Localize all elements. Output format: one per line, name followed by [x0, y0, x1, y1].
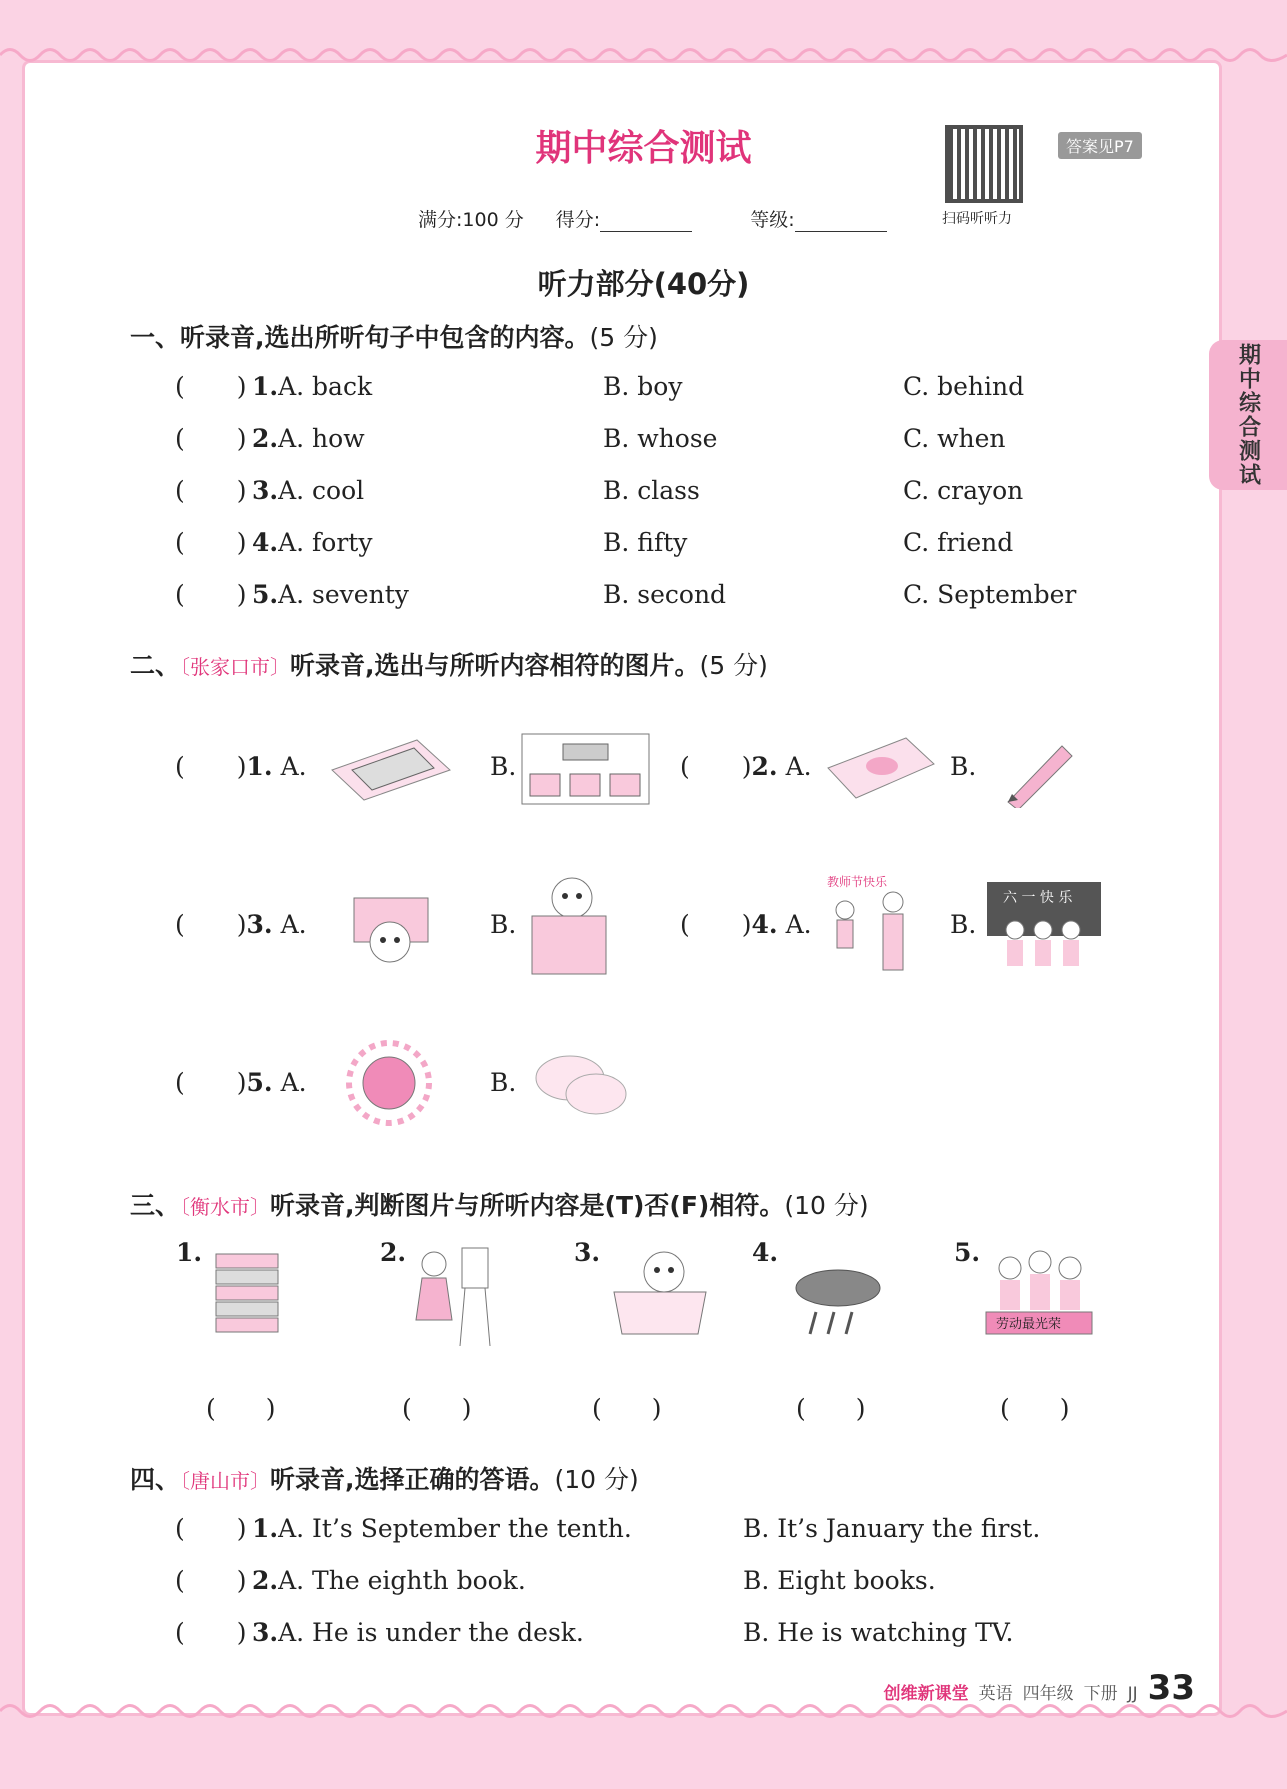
option-a[interactable]: A. seventy	[278, 580, 409, 609]
option-b[interactable]: B. boy	[603, 372, 683, 401]
list-item	[175, 580, 409, 609]
option-c[interactable]: C. friend	[903, 528, 1014, 557]
list-item	[175, 424, 365, 453]
side-tab[interactable]: 期中综合测试	[1209, 340, 1287, 490]
grade-field[interactable]	[750, 209, 912, 231]
paren-close: )	[236, 752, 247, 781]
q-number: 1.	[252, 1514, 279, 1543]
paren-close: )	[1059, 1394, 1070, 1423]
paren-close: )	[461, 1394, 472, 1423]
answer-paren[interactable]: ( )	[175, 528, 247, 557]
section2-points: (5 分)	[699, 651, 768, 680]
tf-number-2: 2.	[380, 1238, 407, 1267]
tf-number-5: 5.	[954, 1238, 981, 1267]
s2-q4-b-label: B.	[950, 910, 977, 939]
section4-prefix: 四、	[130, 1465, 181, 1494]
section3-heading	[130, 1186, 869, 1222]
option-c[interactable]: C. when	[903, 424, 1006, 453]
labour-day-image[interactable]	[982, 1244, 1096, 1340]
q-number: 3.	[252, 476, 279, 505]
page-title: 期中综合测试	[535, 128, 752, 169]
answer-paren[interactable]: ( )	[175, 1514, 247, 1543]
full-score: 满分:100 分	[418, 209, 524, 231]
childrens-day-b-image[interactable]	[985, 880, 1103, 972]
answer-paren[interactable]: ( )	[175, 372, 247, 401]
section3-points: (10 分)	[784, 1191, 869, 1220]
paren-open: (	[402, 1394, 412, 1423]
tf-answer-2[interactable]	[402, 1394, 472, 1423]
paren-close: )	[855, 1394, 866, 1423]
s2-q2-b-label: B.	[950, 752, 977, 781]
answer-reference-badge: 答案见P7	[1058, 132, 1142, 159]
s2-q4	[680, 910, 812, 939]
s2-q5-b-label: B.	[490, 1068, 517, 1097]
banner-text: 劳动最光荣	[996, 1317, 1062, 1332]
option-a[interactable]: A. He is under the desk.	[278, 1618, 584, 1647]
paren-open: (	[175, 910, 185, 939]
grade-label: 等级:	[750, 209, 795, 231]
paren-open: (	[1000, 1394, 1010, 1423]
section1-title: 一、听录音,选出所听句子中包含的内容。	[130, 323, 590, 352]
page-number: 33	[1147, 1668, 1195, 1708]
q-number: 4.	[252, 528, 279, 557]
option-a[interactable]: A. cool	[278, 476, 365, 505]
tf-answer-4[interactable]	[796, 1394, 866, 1423]
option-b[interactable]: B. class	[603, 476, 700, 505]
q-number: 5.	[246, 1068, 273, 1097]
tf-number-4: 4.	[752, 1238, 779, 1267]
footer-subject: 英语	[978, 1684, 1013, 1704]
qr-code-icon[interactable]	[945, 125, 1023, 203]
score-blank[interactable]	[600, 213, 692, 232]
score-label: 得分:	[555, 209, 601, 231]
s2-q1	[175, 752, 307, 781]
s2-q5	[175, 1068, 307, 1097]
option-b[interactable]: B. fifty	[603, 528, 688, 557]
paren-open: (	[592, 1394, 602, 1423]
top-wave-border	[0, 44, 1287, 66]
teachers-day-a-image[interactable]	[825, 872, 917, 978]
option-a-label: A.	[785, 752, 812, 781]
q-number: 5.	[252, 580, 279, 609]
paren-close: )	[651, 1394, 662, 1423]
qr-caption: 扫码听听力	[942, 211, 1012, 227]
option-b[interactable]: B. He is watching TV.	[743, 1618, 1014, 1647]
tf-answer-5[interactable]	[1000, 1394, 1070, 1423]
q-number: 2.	[252, 424, 279, 453]
dog-in-box-image[interactable]	[606, 1248, 716, 1338]
section4-heading	[130, 1460, 639, 1496]
paren-open: (	[796, 1394, 806, 1423]
listening-part-title: 听力部分(40分)	[537, 267, 750, 301]
paren-close: )	[741, 910, 752, 939]
card-text: 教师节快乐	[827, 875, 888, 889]
tf-answer-3[interactable]	[592, 1394, 662, 1423]
pencil-box-a-image[interactable]	[822, 732, 940, 804]
option-a-label: A.	[280, 1068, 307, 1097]
section2-region-tag: 〔张家口市〕	[180, 655, 291, 679]
girl-painting-image[interactable]	[410, 1242, 494, 1350]
section2-title: 听录音,选出与所听内容相符的图片。	[290, 651, 700, 680]
option-b[interactable]: B. whose	[603, 424, 718, 453]
books-image[interactable]	[212, 1248, 286, 1344]
rain-cloud-image[interactable]	[792, 1262, 884, 1338]
list-item	[175, 1618, 584, 1647]
classroom-b-image[interactable]	[518, 730, 653, 808]
option-b[interactable]: B. It’s January the first.	[743, 1514, 1041, 1543]
score-field[interactable]	[556, 209, 718, 231]
list-item	[175, 528, 372, 557]
q-number: 4.	[751, 910, 778, 939]
score-line	[418, 205, 939, 232]
tf-answer-1[interactable]	[206, 1394, 276, 1423]
section3-region-tag: 〔衡水市〕	[180, 1195, 271, 1219]
option-a-label: A.	[280, 910, 307, 939]
footer-brand: 创维新课堂	[883, 1684, 969, 1704]
list-item	[175, 372, 372, 401]
section4-title: 听录音,选择正确的答语。	[270, 1465, 555, 1494]
answer-paren[interactable]: ( )	[175, 424, 247, 453]
option-c[interactable]: C. crayon	[903, 476, 1024, 505]
section4-region-tag: 〔唐山市〕	[180, 1469, 271, 1493]
q-number: 1.	[246, 752, 273, 781]
answer-paren[interactable]: ( )	[175, 1566, 247, 1595]
paren-open: (	[175, 752, 185, 781]
section3-prefix: 三、	[130, 1191, 181, 1220]
page-footer	[884, 1668, 1195, 1708]
tf-number-1: 1.	[176, 1238, 203, 1267]
q-number: 3.	[252, 1618, 279, 1647]
answer-paren[interactable]: ( )	[175, 1618, 247, 1647]
pencil-case-a-image[interactable]	[322, 732, 457, 804]
s2-q3	[175, 910, 307, 939]
section2-prefix: 二、	[130, 651, 181, 680]
footer-grade: 四年级	[1022, 1684, 1074, 1704]
option-a-label: A.	[785, 910, 812, 939]
poster-text: 六 一 快 乐	[1003, 890, 1073, 906]
option-c[interactable]: C. behind	[903, 372, 1025, 401]
list-item	[175, 476, 364, 505]
option-b[interactable]: B. Eight books.	[743, 1566, 936, 1595]
pencil-b-image[interactable]	[1000, 736, 1080, 808]
grade-blank[interactable]	[795, 213, 887, 232]
cat-in-box-a-image[interactable]	[350, 880, 432, 970]
answer-paren[interactable]: ( )	[175, 580, 247, 609]
section2-heading	[130, 646, 768, 682]
paren-close: )	[741, 752, 752, 781]
option-a[interactable]: A. It’s September the tenth.	[278, 1514, 632, 1543]
answer-paren[interactable]: ( )	[175, 476, 247, 505]
paren-close: )	[265, 1394, 276, 1423]
cat-on-box-b-image[interactable]	[528, 872, 610, 978]
footer-edition: JJ	[1127, 1684, 1138, 1704]
s2-q1-b-label: B.	[490, 752, 517, 781]
section1-points: (5 分)	[589, 323, 658, 352]
q-number: 3.	[246, 910, 273, 939]
s2-q2	[680, 752, 812, 781]
option-a[interactable]: A. back	[278, 372, 373, 401]
footer-term: 下册	[1083, 1684, 1118, 1704]
section3-title: 听录音,判断图片与所听内容是(T)否(F)相符。	[270, 1191, 785, 1220]
option-a[interactable]: A. The eighth book.	[278, 1566, 526, 1595]
section4-points: (10 分)	[554, 1465, 639, 1494]
tf-number-3: 3.	[574, 1238, 601, 1267]
list-item	[175, 1566, 526, 1595]
q-number: 1.	[252, 372, 279, 401]
section1-heading	[130, 318, 658, 354]
s2-q3-b-label: B.	[490, 910, 517, 939]
option-b[interactable]: B. second	[603, 580, 727, 609]
paren-close: )	[236, 910, 247, 939]
option-c[interactable]: C. September	[903, 580, 1077, 609]
option-a[interactable]: A. how	[278, 424, 365, 453]
option-a-label: A.	[280, 752, 307, 781]
paren-open: (	[680, 910, 690, 939]
q-number: 2.	[252, 1566, 279, 1595]
option-a[interactable]: A. forty	[278, 528, 373, 557]
cloud-b-image[interactable]	[530, 1048, 632, 1120]
paren-open: (	[206, 1394, 216, 1423]
paren-open: (	[175, 1068, 185, 1097]
q-number: 2.	[751, 752, 778, 781]
paren-open: (	[680, 752, 690, 781]
list-item	[175, 1514, 632, 1543]
sun-a-image[interactable]	[346, 1040, 432, 1126]
paren-close: )	[236, 1068, 247, 1097]
